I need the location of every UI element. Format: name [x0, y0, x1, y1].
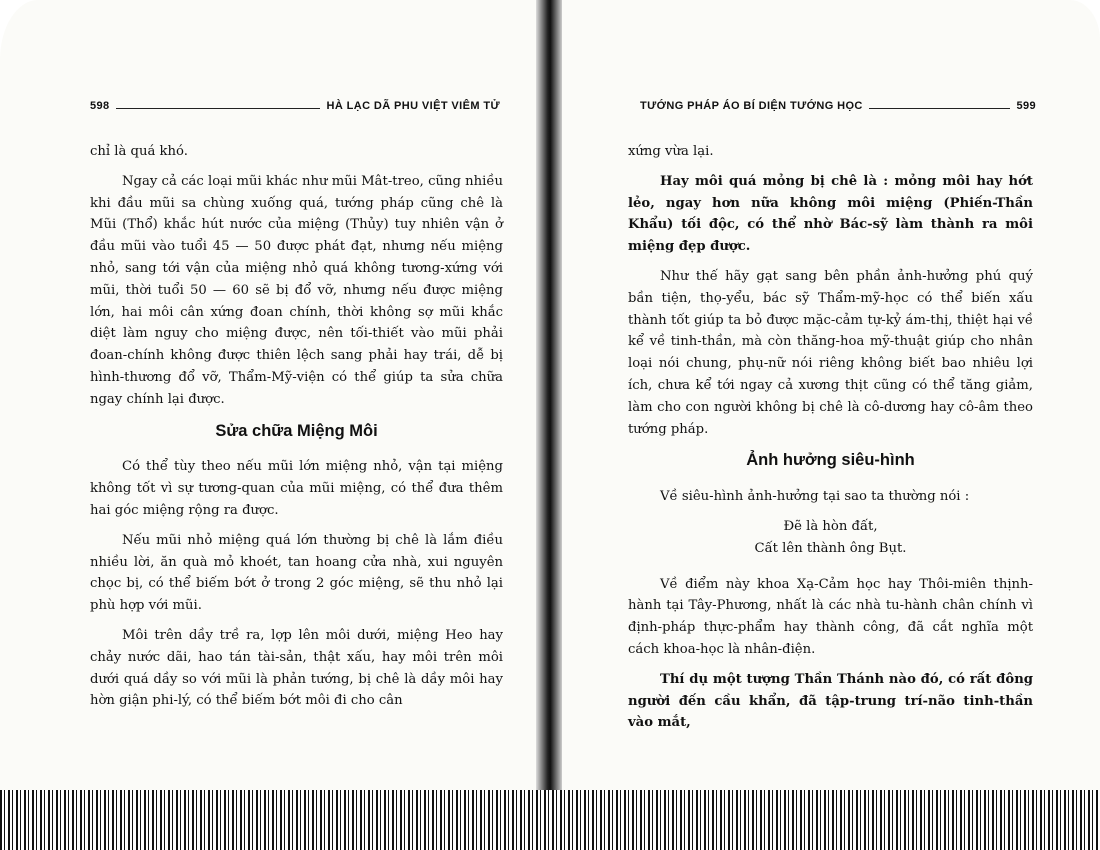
intro-line: Về siêu-hình ảnh-hưởng tại sao ta thường nói :: [660, 489, 970, 505]
right-running-head: TƯỚNG PHÁP ÁO BÍ DIỆN TƯỚNG HỌC: [640, 100, 863, 112]
paragraph: Ngay cả các loại mũi khác như mũi Mât-treo, cũng nhiều khi đầu mũi sa chùng xuống quá, tướng pháp cũng chê là Mũi (Thổ) khắc hút nước của miệng (Thủy) tuy nhiên vận ở đầu mũi vào tuổi 45 — 50 được phát đạt, nhưng nếu miệng nhỏ, sang tới vận của miệng nhỏ quá không tương-xứng với mũi, thời tuổi 50 — 60 sẽ bị đổ vỡ, nhưng nếu được miệng lớn, hai môi cân xứng đoan chính, thời không sợ mũi khắc diệt làm nguy cho miệng được, nên tối-thiết vào mũi phải đoan-chính không được thiên lệch sang phải hay trái, dễ bị hình-thương đổ vỡ, Thẩm-Mỹ-viện có thể giúp ta sửa chữa ngay chính lại được.: [90, 173, 503, 407]
right-page-number: 599: [1016, 100, 1036, 112]
book-gutter: [536, 0, 562, 850]
paragraph: xứng vừa lại.: [628, 144, 714, 159]
header-rule: [116, 108, 321, 109]
paragraph: Thí dụ một tượng Thần Thánh nào đó, có rất đông người đến cầu khẩn, đã tập-trung trí-não tinh-thần vào mắt,: [628, 671, 1033, 731]
section-heading: Ảnh hưởng siêu-hình: [746, 451, 915, 470]
paragraph: Về điểm này khoa Xạ-Cảm học hay Thôi-miên thịnh-hành tại Tây-Phương, nhất là các nhà tu-hành chân chính vì định-pháp thực-phẩm hay thành công, đã cắt nghĩa một cách khoa-học là nhân-điện.: [628, 576, 1033, 657]
left-running-head: HÀ LẠC DÃ PHU VIỆT VIÊM TỬ: [326, 100, 500, 112]
left-page-number: 598: [90, 100, 110, 112]
left-page-body: [90, 141, 503, 720]
paragraph: Nếu mũi nhỏ miệng quá lớn thường bị chê là lắm điều nhiều lời, ăn quà mỏ khoét, tan hoang cửa nhà, xui nguyên chọc bị, có thể biếm bớt ở trong 2 góc miệng, sẽ thu nhỏ lại phù hợp với mũi.: [90, 532, 503, 614]
paragraph: Như thế hãy gạt sang bên phần ảnh-hưởng phú quý bần tiện, thọ-yểu, bác sỹ Thẩm-mỹ-học có thể biến xấu thành tốt giúp ta bỏ được mặc-cảm tự-kỷ ám-thị, thiệt hại về kể về tinh-thần, mà còn thăng-hoa mỹ-thuật giúp cho nhân loại nói chung, phụ-nữ nói riêng không biết bao nhiêu lợi ích, chưa kể tới ngay cả xương thịt cũng có thể tăng giảm, làm cho con người không bị chê là cô-dương hay cô-âm theo tướng pháp.: [628, 268, 1033, 437]
left-running-header: [90, 94, 500, 112]
verse-line: Đẽ là hòn đất,: [783, 518, 878, 534]
header-rule: [869, 108, 1011, 109]
paragraph: Có thể tùy theo nếu mũi lớn miệng nhỏ, vận tại miệng không tốt vì sự tương-quan của mũi miệng, có thể đưa thêm hai góc miệng rộng ra được.: [90, 459, 503, 518]
section-heading: Sửa chữa Miệng Môi: [215, 421, 378, 440]
paragraph: Hay môi quá mỏng bị chê là : mỏng môi hay hớt lẻo, ngay hơn nữa không môi miệng (Phiến-Thần Khẩu) tối độc, có thể nhờ Bác-sỹ làm thành ra môi miệng đẹp được.: [628, 173, 1033, 255]
verse-line: Cất lên thành ông Bụt.: [754, 540, 907, 556]
paragraph: chỉ là quá khó.: [90, 144, 188, 159]
scan-edge-stripes: [0, 790, 1100, 850]
right-running-header: [640, 94, 1036, 112]
right-page-body: [628, 141, 1033, 742]
paragraph: Môi trên dầy trề ra, lợp lên môi dưới, miệng Heo hay chảy nước dãi, hao tán tài-sản, thật xấu, hay môi trên môi dưới quá dầy so với mũi là phản tướng, bị chê là dầy môi hay hờn giận phi-lý, có thể biếm bớt môi đi cho cân: [90, 627, 503, 709]
